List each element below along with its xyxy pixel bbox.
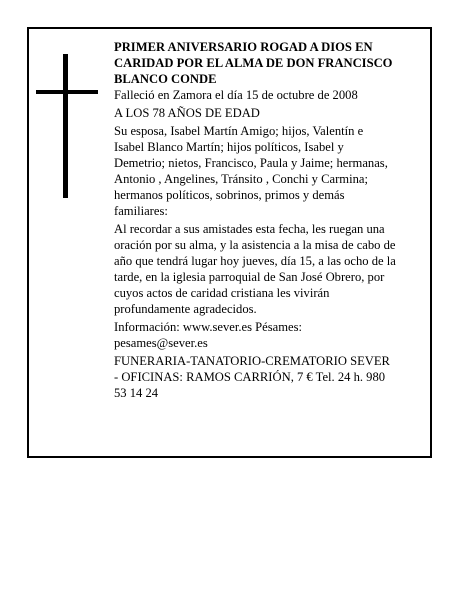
contact-info: Información: www.sever.es Pésames: pesames@sever.es [114, 320, 303, 350]
cross-vertical-bar [63, 54, 68, 198]
notice-headline: PRIMER ANIVERSARIO ROGAD A DIOS EN CARIDAD POR EL ALMA DE DON FRANCISCO BLANCO CONDE [114, 40, 393, 86]
funeral-home-info: FUNERARIA-TANATORIO-CREMATORIO SEVER - OFICINAS: RAMOS CARRIÓN, 7 € Tel. 24 h. 980 53 14 24 [114, 354, 390, 400]
family-paragraph: Su esposa, Isabel Martín Amigo; hijos, Valentín e Isabel Blanco Martín; hijos políticos, Isabel y Demetrio; nietos, Francisco, Paula y Jaime; hermanas, Antonio , Angelines, Tránsito , Conchi y Carmina; hermanos políticos, sobrinos, primos y demás familiares: [114, 124, 388, 218]
obituary-text [114, 39, 396, 401]
invitation-paragraph: Al recordar a sus amistades esta fecha, les ruegan una oración por su alma, y la asistencia a la misa de cabo de año que tendrá lugar hoy jueves, día 15, a las ocho de la tarde, en la iglesia parroquial de San José Obrero, por cuyos actos de caridad cristiana les vivirán profundamente agradecidos. [114, 222, 396, 316]
cross-icon [36, 54, 98, 198]
cross-horizontal-bar [36, 90, 98, 94]
age-line: A LOS 78 AÑOS DE EDAD [114, 106, 260, 120]
death-info: Falleció en Zamora el día 15 de octubre de 2008 [114, 88, 358, 102]
